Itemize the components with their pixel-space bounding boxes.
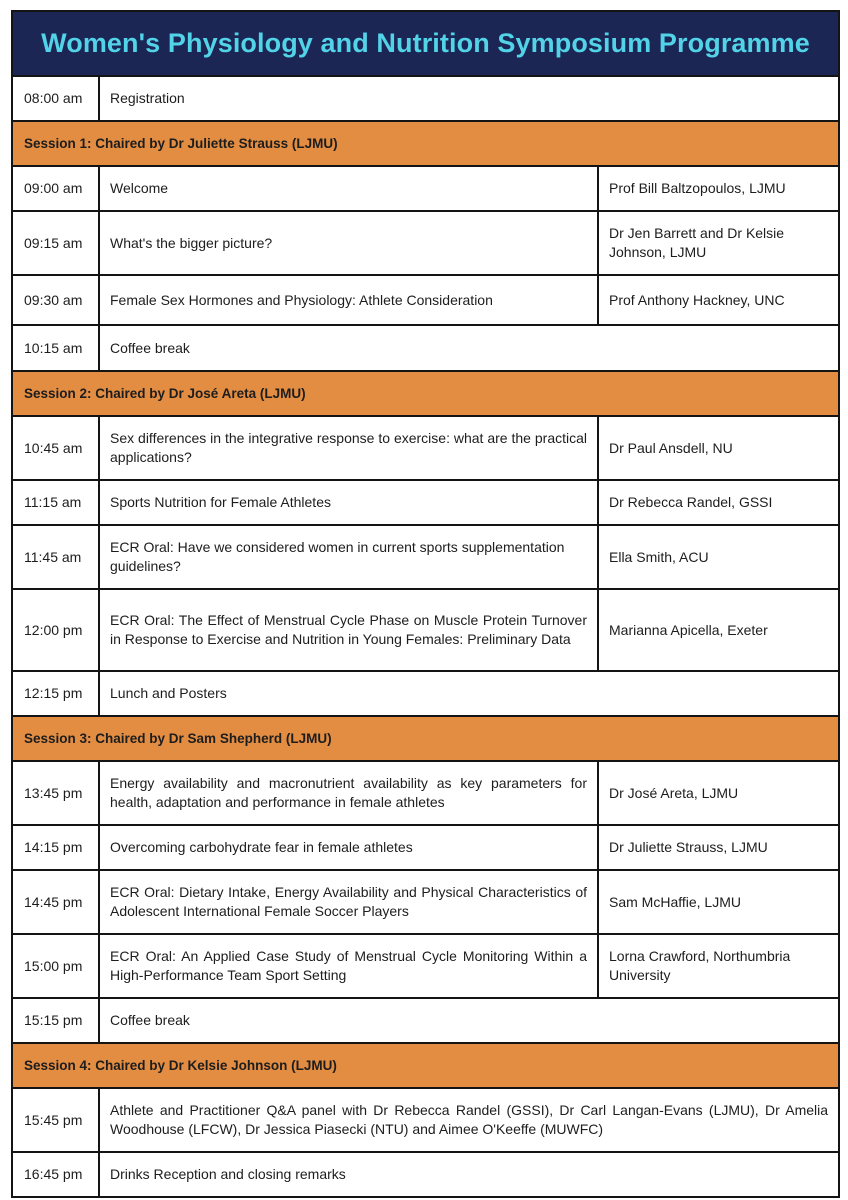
time-cell: 09:00 am: [12, 166, 99, 211]
time-cell: 15:00 pm: [12, 934, 99, 998]
time-cell: 08:00 am: [12, 76, 99, 121]
time-cell: 14:45 pm: [12, 870, 99, 934]
programme-table: [11, 10, 840, 1198]
talk-title-cell: ECR Oral: Have we considered women in current sports supplementation guidelines?: [99, 525, 598, 589]
time-cell: 16:45 pm: [12, 1152, 99, 1197]
table-row: [12, 525, 839, 589]
talk-title-cell: Sex differences in the integrative response to exercise: what are the practical applications?: [99, 416, 598, 480]
talk-title-cell: Lunch and Posters: [99, 671, 839, 716]
table-row: [12, 761, 839, 825]
time-cell: 15:45 pm: [12, 1088, 99, 1152]
talk-title-cell: What's the bigger picture?: [99, 211, 598, 275]
table-row: [12, 870, 839, 934]
speaker-cell: Lorna Crawford, Northumbria University: [598, 934, 839, 998]
table-row: [12, 671, 839, 716]
session-row: [12, 1043, 839, 1088]
programme-title: Women's Physiology and Nutrition Symposium Programme: [12, 11, 839, 76]
talk-title-cell: Coffee break: [99, 325, 839, 371]
table-row: [12, 211, 839, 275]
table-row: [12, 416, 839, 480]
table-row: [12, 76, 839, 121]
session-heading: Session 3: Chaired by Dr Sam Shepherd (LJMU): [12, 716, 839, 761]
talk-title-cell: ECR Oral: Dietary Intake, Energy Availability and Physical Characteristics of Adolescent International Female Soccer Players: [99, 870, 598, 934]
speaker-cell: Sam McHaffie, LJMU: [598, 870, 839, 934]
session-heading: Session 1: Chaired by Dr Juliette Strauss (LJMU): [12, 121, 839, 166]
speaker-cell: Prof Anthony Hackney, UNC: [598, 275, 839, 325]
table-row: [12, 934, 839, 998]
speaker-cell: Ella Smith, ACU: [598, 525, 839, 589]
session-row: [12, 716, 839, 761]
talk-title-cell: ECR Oral: An Applied Case Study of Menstrual Cycle Monitoring Within a High-Performance Team Sport Setting: [99, 934, 598, 998]
time-cell: 14:15 pm: [12, 825, 99, 870]
time-cell: 13:45 pm: [12, 761, 99, 825]
talk-title-cell: Welcome: [99, 166, 598, 211]
table-row: [12, 589, 839, 671]
talk-title-cell: Drinks Reception and closing remarks: [99, 1152, 839, 1197]
time-cell: 09:30 am: [12, 275, 99, 325]
table-row: [12, 275, 839, 325]
speaker-cell: Dr Jen Barrett and Dr Kelsie Johnson, LJMU: [598, 211, 839, 275]
talk-title-cell: Sports Nutrition for Female Athletes: [99, 480, 598, 525]
talk-title-cell: Athlete and Practitioner Q&A panel with Dr Rebecca Randel (GSSI), Dr Carl Langan-Evans (LJMU), Dr Amelia Woodhouse (LFCW), Dr Jessica Piasecki (NTU) and Aimee O'Keeffe (MUWFC): [99, 1088, 839, 1152]
time-cell: 09:15 am: [12, 211, 99, 275]
table-row: [12, 998, 839, 1043]
talk-title-cell: Female Sex Hormones and Physiology: Athlete Consideration: [99, 275, 598, 325]
talk-title-cell: Energy availability and macronutrient availability as key parameters for health, adaptation and performance in female athletes: [99, 761, 598, 825]
table-row: [12, 166, 839, 211]
time-cell: 11:45 am: [12, 525, 99, 589]
time-cell: 11:15 am: [12, 480, 99, 525]
speaker-cell: Marianna Apicella, Exeter: [598, 589, 839, 671]
session-heading: Session 4: Chaired by Dr Kelsie Johnson (LJMU): [12, 1043, 839, 1088]
talk-title-cell: Registration: [99, 76, 839, 121]
talk-title-cell: Coffee break: [99, 998, 839, 1043]
speaker-cell: Dr Paul Ansdell, NU: [598, 416, 839, 480]
speaker-cell: Dr José Areta, LJMU: [598, 761, 839, 825]
table-row: [12, 825, 839, 870]
session-row: [12, 371, 839, 416]
time-cell: 10:45 am: [12, 416, 99, 480]
talk-title-cell: ECR Oral: The Effect of Menstrual Cycle Phase on Muscle Protein Turnover in Response to Exercise and Nutrition in Young Females: Preliminary Data: [99, 589, 598, 671]
speaker-cell: Dr Juliette Strauss, LJMU: [598, 825, 839, 870]
programme-page: [11, 10, 838, 1198]
title-row: [12, 11, 839, 76]
session-row: [12, 121, 839, 166]
session-heading: Session 2: Chaired by Dr José Areta (LJMU): [12, 371, 839, 416]
time-cell: 15:15 pm: [12, 998, 99, 1043]
time-cell: 10:15 am: [12, 325, 99, 371]
table-row: [12, 325, 839, 371]
table-row: [12, 1152, 839, 1197]
speaker-cell: Prof Bill Baltzopoulos, LJMU: [598, 166, 839, 211]
table-row: [12, 480, 839, 525]
talk-title-cell: Overcoming carbohydrate fear in female athletes: [99, 825, 598, 870]
time-cell: 12:15 pm: [12, 671, 99, 716]
speaker-cell: Dr Rebecca Randel, GSSI: [598, 480, 839, 525]
time-cell: 12:00 pm: [12, 589, 99, 671]
table-row: [12, 1088, 839, 1152]
